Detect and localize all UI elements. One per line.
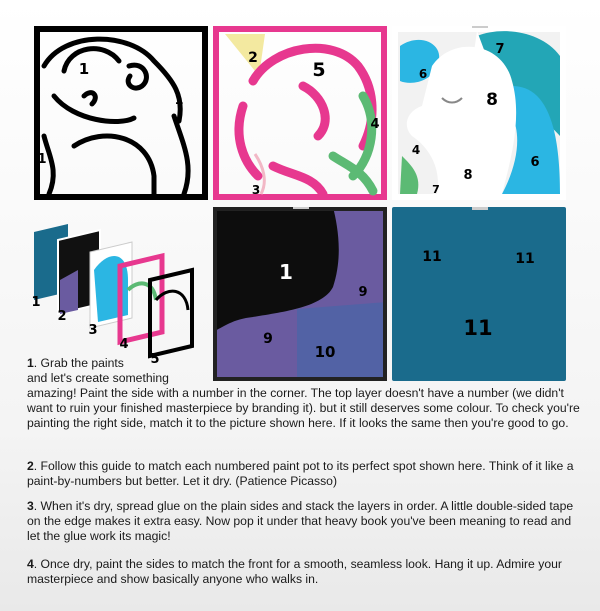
- layer-1-number: 1: [37, 152, 47, 167]
- layer-stack-image: [28, 220, 210, 370]
- layer-4-number: 9: [263, 331, 273, 347]
- layer-2-number: 5: [312, 59, 326, 81]
- layer-2-image: [213, 26, 387, 200]
- layer-3-panel: [392, 26, 566, 200]
- layer-2-number: 2: [248, 50, 258, 66]
- layer-4-number: 10: [314, 343, 336, 361]
- layer-5-number: 11: [515, 251, 535, 267]
- step-number: 3: [27, 499, 34, 513]
- step-text: . Grab the paints: [33, 356, 124, 370]
- step-text: . Once dry, paint the sides to match the front for a smooth, seamless look. Hang it up. Admire your masterpiece and show basically anyone who walks in.: [27, 557, 562, 586]
- stack-number: 3: [88, 323, 98, 338]
- layer-1-image: [34, 26, 208, 200]
- step-3: [27, 499, 587, 544]
- layer-1-number: 1: [174, 93, 184, 108]
- layer-3-number: 6: [530, 155, 540, 170]
- step-1-text: amazing! Paint the side with a number in the corner. The top layer doesn't have a number (we didn't want to ruin your finished masterpiece by branding it). but it still deserves some colour. To check you're painting the right side, match it to the picture shown here. If it looks the same then you're good to go.: [27, 386, 580, 430]
- layer-1-number: 1: [78, 60, 90, 78]
- layer-5-image: [392, 207, 566, 381]
- layer-3-number: 7: [432, 183, 440, 196]
- layer-2-panel: [213, 26, 387, 200]
- step-number: 1: [27, 356, 34, 370]
- layer-4-number: 1: [279, 260, 293, 284]
- step-text: . When it's dry, spread glue on the plain sides and stack the layers in order. A little double-sided tape on the edge makes it extra easy. Now pop it under that heavy book you've been meaning to read and let the glue work its magic!: [27, 499, 574, 543]
- layer-2-number: 3: [251, 183, 261, 197]
- step-number: 2: [27, 459, 34, 473]
- layer-3-number: 7: [495, 42, 505, 57]
- stack-number: 2: [57, 309, 67, 324]
- layer-5-number: 11: [422, 249, 442, 265]
- layer-3-image: [392, 26, 566, 200]
- layer-4-image: [213, 207, 387, 381]
- stack-number: 5: [150, 352, 160, 367]
- layer-5-panel: [392, 207, 566, 381]
- layer-3-number: 8: [463, 168, 473, 183]
- layer-3-number: 4: [411, 143, 421, 157]
- layer-1-panel: [34, 26, 208, 200]
- stack-number: 4: [119, 337, 129, 352]
- layer-3-number: 6: [418, 67, 428, 81]
- layer-4-number: 9: [358, 285, 368, 300]
- step-number: 4: [27, 557, 34, 571]
- step-4: [27, 557, 587, 587]
- step-2: [27, 459, 587, 489]
- stack-number: 1: [31, 295, 41, 310]
- step-text: . Follow this guide to match each numbered paint pot to its perfect spot shown here. Think of it like a paint-by-numbers but better. Let it dry. (Patience Picasso): [27, 459, 574, 488]
- layer-3-number: 8: [486, 90, 498, 110]
- step-text: and let's create something: [27, 371, 169, 385]
- layer-4-panel: [213, 207, 387, 381]
- layer-2-number: 4: [370, 117, 380, 132]
- layer-5-number: 11: [463, 316, 493, 340]
- layer-stack-illustration: [28, 220, 210, 370]
